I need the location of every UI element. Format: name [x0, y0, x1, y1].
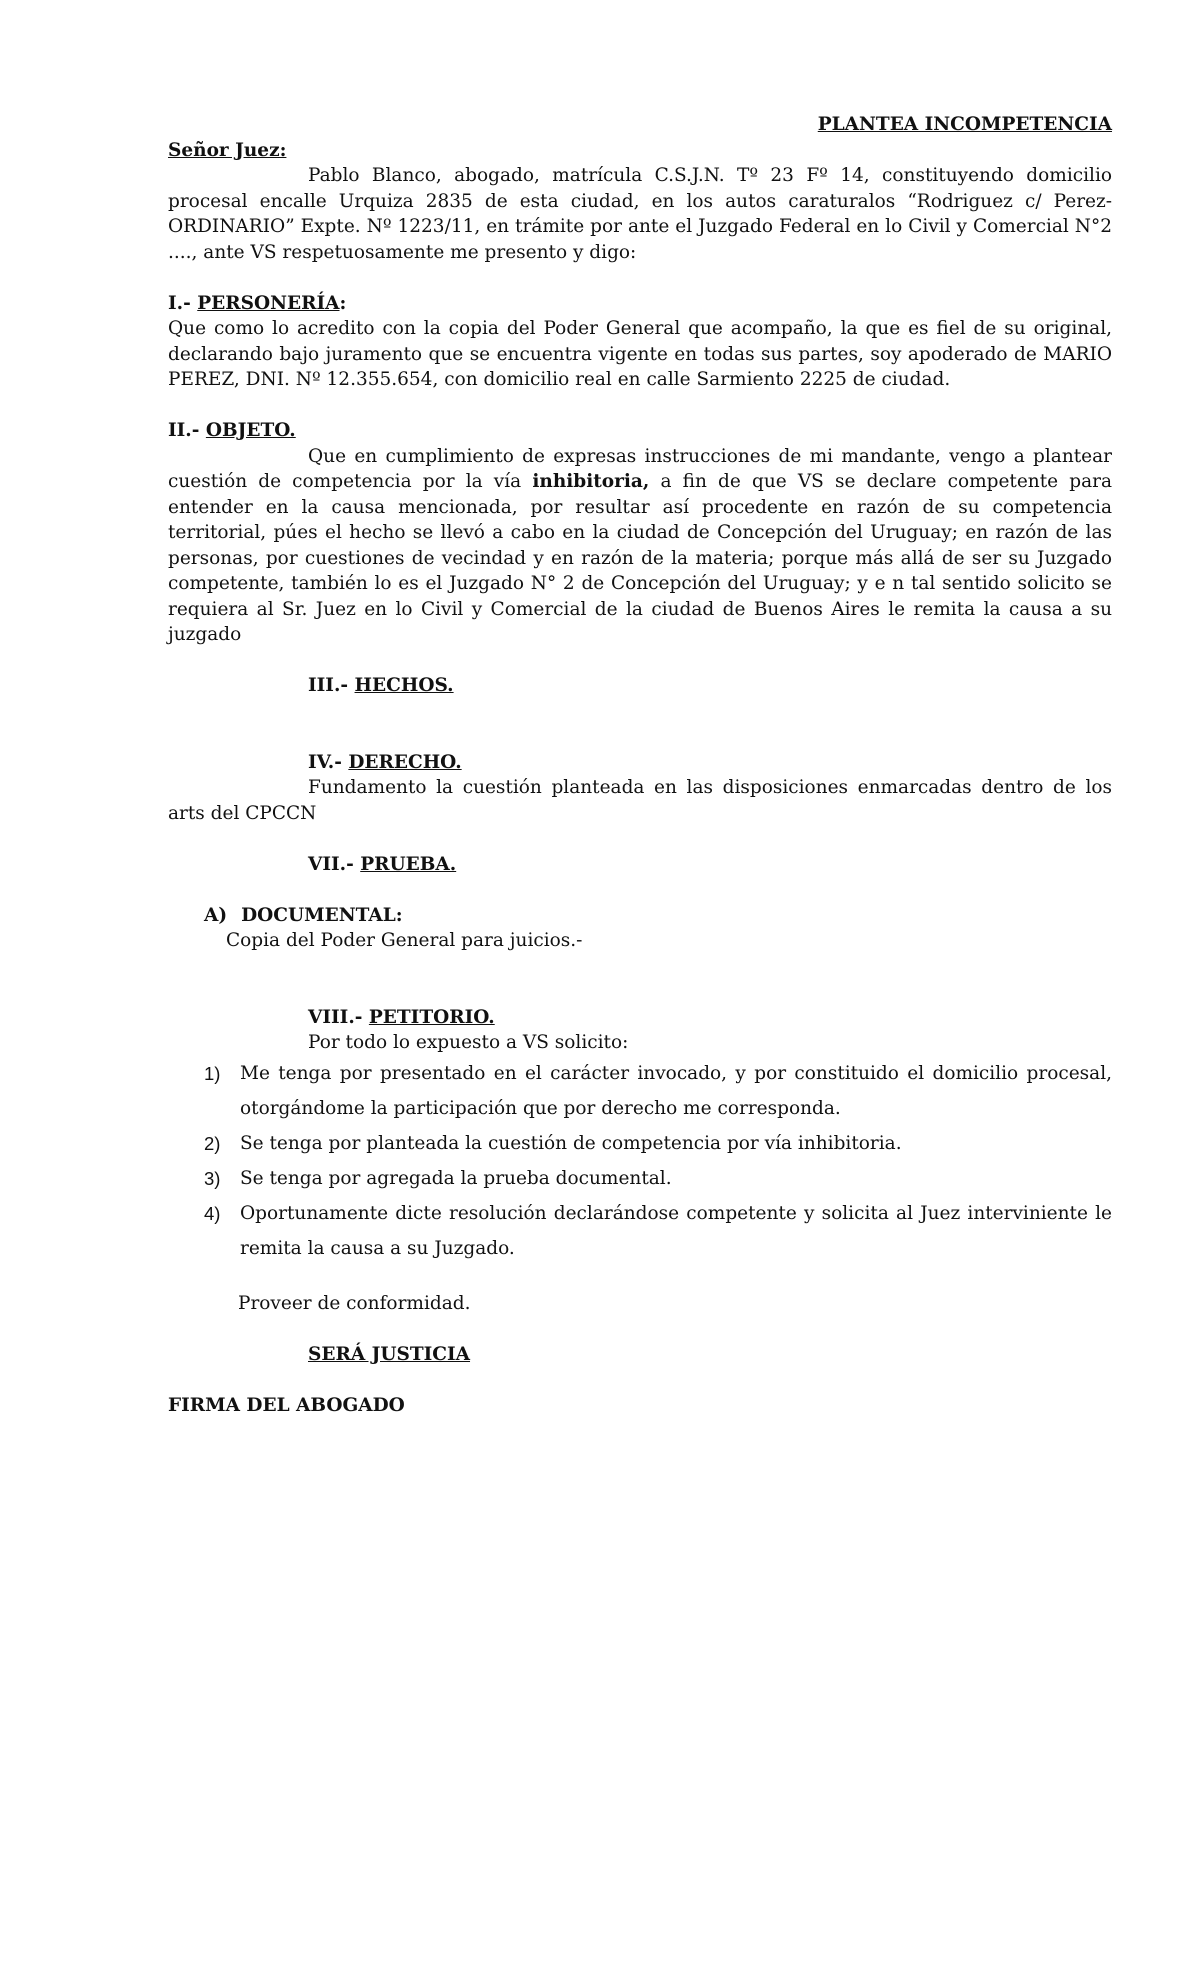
objeto-text-bold: inhibitoria, [532, 471, 650, 492]
section-heading-objeto [168, 418, 1112, 444]
list-item-text: Me tenga por presentado en el carácter invocado, y por constituido el domicilio procesal, otorgándome la participación que por derecho me corresponda. [240, 1062, 1112, 1119]
section-title: HECHOS. [354, 675, 454, 696]
list-item-text: Se tenga por agregada la prueba documental. [240, 1167, 672, 1189]
personeria-paragraph: Que como lo acredito con la copia del Poder General que acompaño, la que es fiel de su original, declarando bajo juramento que se encuentra vigente en todas sus partes, soy apoderado de MARIO PEREZ, DNI. Nº 12.355.654, con domicilio real en calle Sarmiento 2225 de ciudad. [168, 318, 1112, 390]
petitorio-intro: Por todo lo expuesto a VS solicito: [308, 1032, 629, 1053]
sera-justicia: SERÁ JUSTICIA [308, 1344, 471, 1365]
salutation: Señor Juez: [168, 139, 287, 161]
section-number: III.- [308, 675, 349, 696]
documental-marker: A) [204, 904, 228, 926]
list-item [168, 1126, 1112, 1161]
list-item [168, 1196, 1112, 1266]
intro-paragraph: Pablo Blanco, abogado, matrícula C.S.J.N. Tº 23 Fº 14, constituyendo domicilio procesal encalle Urquiza 2835 de esta ciudad, en los autos caraturalos “Rodriguez c/ Perez- ORDINARIO” Expte. Nº 1223/11, en trámite por ante el Juzgado Federal en lo Civil y Comercial N°2 ...., ante VS respetuosamente me presento y digo: [168, 165, 1112, 263]
documental-title: DOCUMENTAL: [241, 904, 403, 926]
list-item-number: 2) [204, 1132, 221, 1154]
signature-label: FIRMA DEL ABOGADO [168, 1395, 405, 1416]
objeto-text-before: Que en cumplimiento de expresas instrucciones de mi mandante, vengo a plantear cuestión de competencia por la vía [168, 445, 1112, 492]
list-item [168, 1161, 1112, 1196]
section-title: OBJETO. [205, 420, 296, 441]
section-colon: : [339, 292, 347, 314]
section-heading-petitorio [168, 1005, 1112, 1031]
section-heading-personeria [168, 291, 1112, 317]
objeto-text-after: a fin de que VS se declare competente para entender en la causa mencionada, por resultar así procedente en razón de su competencia territorial, púes el hecho se llevó a cabo en la ciudad de Concepción del Uruguay; en razón de las personas, por cuestiones de vecindad y en razón de la materia; porque más allá de ser su Juzgado competente, también lo es el Juzgado N° 2 de Concepción del Uruguay; y e n tal sentido solicito se requiera al Sr. Juez en lo Civil y Comercial de la ciudad de Buenos Aires le remita la causa a su juzgado [168, 471, 1112, 645]
list-item [168, 1056, 1112, 1126]
section-number: IV.- [308, 751, 342, 773]
document-page [168, 112, 1112, 1419]
documental-item: Copia del Poder General para juicios.- [226, 930, 583, 951]
section-title: PERSONERÍA [197, 292, 340, 314]
list-item-text: Se tenga por planteada la cuestión de competencia por vía inhibitoria. [240, 1132, 902, 1154]
documental-label [204, 903, 1112, 929]
section-number: VIII.- [308, 1006, 363, 1028]
closing-line: Proveer de conformidad. [238, 1293, 471, 1314]
objeto-paragraph [168, 444, 1112, 648]
section-heading-prueba [168, 852, 1112, 878]
list-item-number: 3) [204, 1167, 221, 1189]
document-title: PLANTEA INCOMPETENCIA [817, 114, 1112, 135]
petitorio-list [168, 1056, 1112, 1266]
section-heading-hechos [168, 673, 1112, 699]
section-title: PETITORIO. [368, 1006, 495, 1028]
section-heading-derecho [168, 750, 1112, 776]
list-item-number: 4) [204, 1202, 221, 1224]
section-number: II.- [168, 420, 200, 441]
section-title: DERECHO. [348, 751, 462, 773]
section-number: I.- [168, 292, 191, 314]
derecho-paragraph: Fundamento la cuestión planteada en las disposiciones enmarcadas dentro de los arts del CPCCN [168, 777, 1112, 824]
section-number: VII.- [308, 853, 354, 875]
list-item-text: Oportunamente dicte resolución declarándose competente y solicita al Juez interviniente le remita la causa a su Juzgado. [240, 1202, 1112, 1259]
section-title: PRUEBA. [360, 853, 457, 875]
list-item-number: 1) [204, 1062, 221, 1084]
